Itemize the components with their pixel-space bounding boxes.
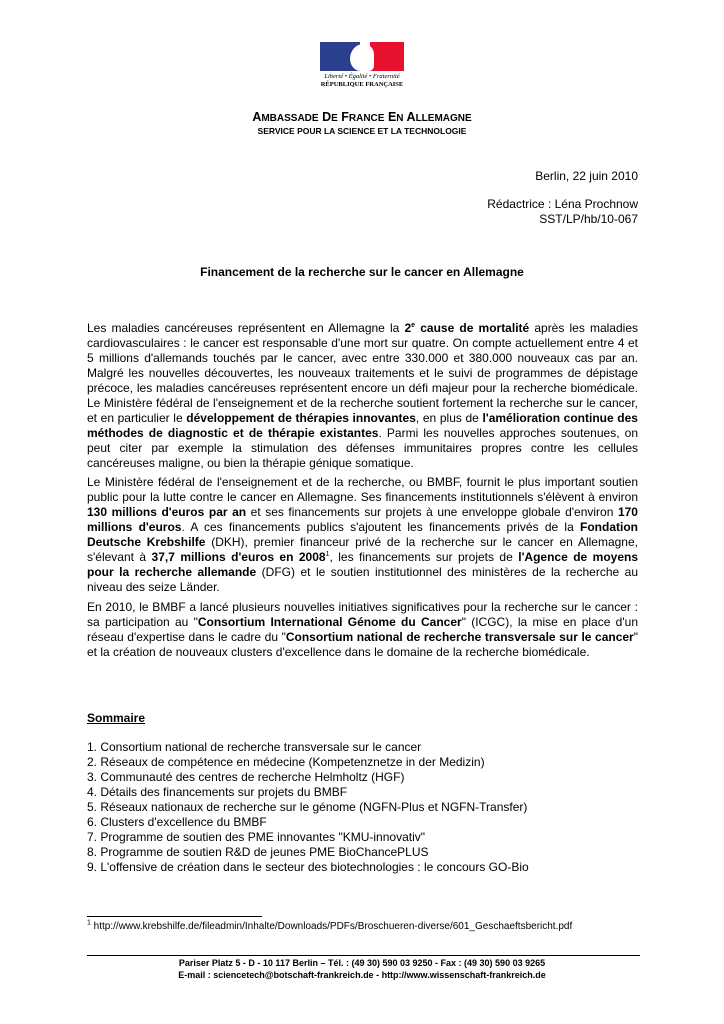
footnote-link: http://www.krebshilfe.de/fileadmin/Inhalte/Downloads/PDFs/Broschueren-diverse/601_Geschaeftsbericht.pdf: [90, 921, 573, 932]
list-item: 8. Programme de soutien R&D de jeunes PME BioChancePLUS: [87, 845, 429, 859]
service-name: SERVICE POUR LA SCIENCE ET LA TECHNOLOGIE: [257, 126, 467, 136]
list-item: 6. Clusters d'excellence du BMBF: [87, 815, 267, 829]
list-item: 4. Détails des financements sur projets du BMBF: [87, 785, 348, 799]
paragraph-1: Les maladies cancéreuses représentent en Allemagne la 2e cause de mortalité après les maladies cardiovasculaires : le cancer est responsable d'une mort sur quatre. On compte actuellement entre 4 et 5 millions d'allemands touchés par le cancer, avec entre 330.000 et 380.000 nouveaux cas par an. Malgré les nouvelles découvertes, les nouveaux traitements et le suivi de programmes de dépistage précoce, les maladies cancéreuses représentent encore un défi majeur pour la recherche biomédicale. Le Ministère fédéral de l'enseignement et de la recherche soutient fortement la recherche sur le cancer, et en particulier le développement de thérapies innovantes, en plus de l'amélioration continue des méthodes de diagnostic et de thérapie existantes. Parmi les nouvelles approches soutenues, on peut citer par exemple la stimulation des défenses immunitaires propres contre les cellules cancéreuses maligne, ou bien la thérapie génique somatique.: [87, 321, 639, 470]
footnote-number: 1: [87, 919, 91, 927]
logo-republic: RÉPUBLIQUE FRANÇAISE: [320, 81, 404, 88]
list-item: 1. Consortium national de recherche transversale sur le cancer: [87, 740, 422, 754]
embassy-name: AMBASSADE DE FRANCE EN ALLEMAGNE: [252, 110, 472, 124]
list-item: 2. Réseaux de compétence en médecine (Kompetenznetze in der Medizin): [87, 755, 485, 769]
list-item: 7. Programme de soutien des PME innovantes "KMU-innovativ": [87, 830, 426, 844]
logo-motto: Liberté • Égalité • Fraternité: [324, 73, 400, 80]
republique-francaise-logo: [320, 42, 404, 88]
list-item: 3. Communauté des centres de recherche Helmholtz (HGF): [87, 770, 405, 784]
footnote: [87, 921, 572, 932]
footnote-ref: 1: [325, 551, 330, 558]
paragraph-2: Le Ministère fédéral de l'enseignement et de la recherche, ou BMBF, fournit le plus important soutien public pour la lutte contre le cancer en Allemagne. Ses financements institutionnels s'élèvent à environ 130 millions d'euros par an et ses financements sur projets à une enveloppe globale d'environ 170 millions d'euros. A ces financements publics s'ajoutent les financements privés de la Fondation Deutsche Krebshilfe (DKH), premier financeur privé de la recherche sur le cancer en Allemagne, s'élevant à 37,7 millions d'euros en 2008$^1$, les financements sur projets de l'Agence de moyens pour la recherche allemande (DFG) et le soutien institutionnel des ministères de la recherche au niveau des seize Länder.: [87, 475, 639, 594]
footer-contact: E-mail : sciencetech@botschaft-frankreich.de - http://www.wissenschaft-frankreich.de: [178, 970, 546, 980]
paragraph-3: En 2010, le BMBF a lancé plusieurs nouvelles initiatives significatives pour la recherche sur le cancer : sa participation au "Consortium International Génome du Cancer" (ICGC), la mise en place d'un réseau d'expertise dans le cadre du "Consortium national de recherche transversale sur le cancer" et la création de nouveaux clusters d'excellence dans le domaine de la recherche biomédicale.: [87, 600, 638, 659]
list-item: 5. Réseaux nationaux de recherche sur le génome (NGFN-Plus et NGFN-Transfer): [87, 800, 528, 814]
footnote-divider: [87, 916, 262, 917]
marianne-flag-icon: [320, 42, 404, 71]
document-date: Berlin, 22 juin 2010: [535, 169, 638, 183]
document-title: Financement de la recherche sur le cancer en Allemagne: [200, 265, 524, 279]
footer-divider: [87, 955, 640, 956]
document-author: Rédactrice : Léna Prochnow: [487, 197, 638, 211]
footer-address: Pariser Platz 5 - D - 10 117 Berlin – Tél. : (49 30) 590 03 9250 - Fax : (49 30) 590 03 9265: [178, 958, 546, 968]
list-item: 9. L'offensive de création dans le secteur des biotechnologies : le concours GO-Bio: [87, 860, 529, 874]
sommaire-heading: Sommaire: [87, 711, 146, 725]
document-reference: SST/LP/hb/10-067: [539, 212, 638, 226]
sommaire-list: [87, 740, 529, 875]
